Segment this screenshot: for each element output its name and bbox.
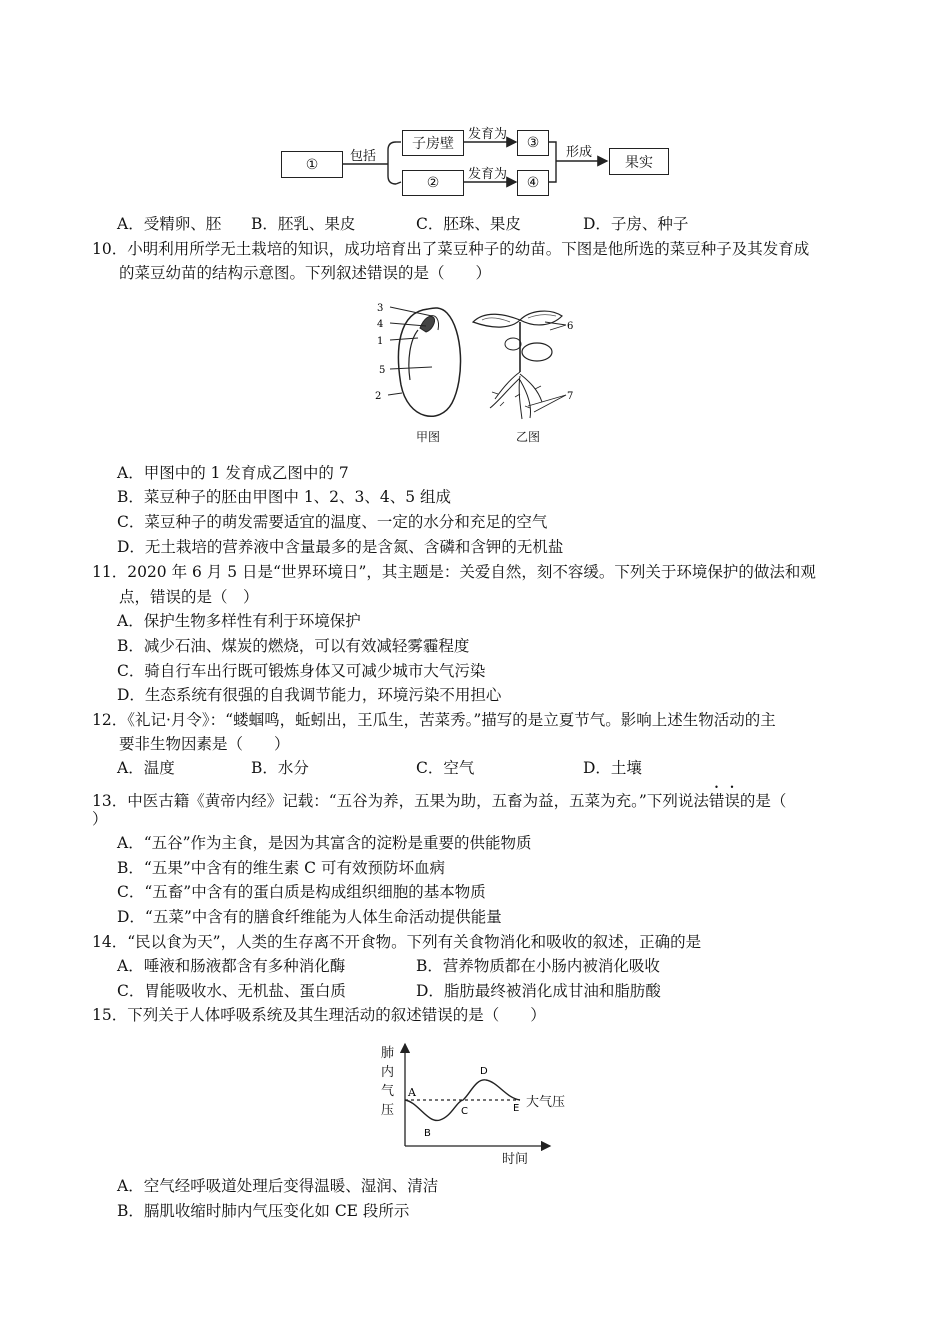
- q11-stem-line2: 点，错误的是（ ）: [119, 588, 259, 606]
- point-a: A: [408, 1086, 416, 1099]
- seed-label-4: 4: [377, 319, 384, 330]
- flow-box-fruit: 果实: [609, 148, 669, 175]
- point-c: C: [461, 1106, 468, 1117]
- caption-yi: 乙图: [516, 430, 541, 444]
- seed-label-2: 2: [375, 391, 382, 402]
- q13-stem-post: 的是（: [739, 792, 787, 810]
- point-d: D: [480, 1066, 488, 1077]
- q11-option-d: D．生态系统有很强的自我调节能力，环境污染不用担心: [117, 686, 502, 704]
- q15-option-b: B．膈肌收缩时肺内气压变化如 CE 段所示: [117, 1202, 410, 1220]
- flow-label-develop-1: 发育为: [468, 127, 508, 142]
- flow-label-include: 包括: [350, 149, 377, 164]
- q13-stem-line2: ）: [92, 810, 108, 828]
- q10-option-b: B．菜豆种子的胚由甲图中 1、2、3、4、5 组成: [117, 488, 452, 506]
- flow-label-develop-2: 发育为: [468, 167, 508, 182]
- flow-box-3: ③: [517, 130, 549, 156]
- q13-option-b: B．“五果”中含有的维生素 C 可有效预防坏血病: [117, 859, 445, 877]
- q9-option-b: B．胚乳、果皮: [251, 215, 356, 233]
- q13-stem-emphasis: 错误: [708, 792, 740, 810]
- point-e: E: [513, 1103, 520, 1114]
- q9-option-c: C．胚珠、果皮: [416, 215, 521, 233]
- q14-option-c: C．胃能吸收水、无机盐、蛋白质: [117, 982, 346, 1000]
- q13-option-d: D．“五菜”中含有的膳食纤维能为人体生命活动提供能量: [117, 908, 502, 926]
- seed-label-3: 3: [377, 303, 384, 314]
- q14-stem: 14．“民以食为天”，人类的生存离不开食物。下列有关食物消化和吸收的叙述，正确的是: [92, 933, 702, 951]
- caption-jia: 甲图: [416, 430, 441, 444]
- q14-option-a: A．唾液和肠液都含有多种消化酶: [117, 957, 346, 975]
- q9-option-a: A．受精卵、胚: [117, 215, 222, 233]
- flow-box-2: ②: [402, 170, 464, 196]
- q15-stem: 15．下列关于人体呼吸系统及其生理活动的叙述错误的是（ ）: [92, 1006, 546, 1024]
- q12-stem-line2: 要非生物因素是（ ）: [119, 735, 290, 753]
- graph-x-label: 时间: [502, 1152, 529, 1167]
- q10-option-c: C．菜豆种子的萌发需要适宜的温度、一定的水分和充足的空气: [117, 513, 548, 531]
- bean-seed-figure: [370, 294, 590, 450]
- q12-stem-line1: 12．《礼记·月令》：“蝼蝈鸣，蚯蚓出，王瓜生，苦菜秀。”描写的是立夏节气。影响上述生物活动的主: [92, 711, 776, 729]
- flow-box-1: ①: [281, 151, 343, 178]
- q11-option-c: C．骑自行车出行既可锻炼身体又可减少城市大气污染: [117, 662, 486, 680]
- graph-ref-label: 大气压: [526, 1095, 566, 1110]
- q13-stem-line1: [92, 783, 786, 812]
- q12-option-a: A．温度: [117, 759, 175, 777]
- q12-option-c: C．空气: [416, 759, 475, 777]
- q13-stem-pre: 13．中医古籍《黄帝内经》记载：“五谷为养，五果为助，五畜为益，五菜为充。”下列说法: [92, 792, 709, 810]
- q11-option-a: A．保护生物多样性有利于环境保护: [117, 612, 361, 630]
- q14-option-d: D．脂肪最终被消化成甘油和脂肪酸: [416, 982, 661, 1000]
- q13-option-c: C．“五畜”中含有的蛋白质是构成组织细胞的基本物质: [117, 883, 486, 901]
- q10-option-d: D．无土栽培的营养液中含量最多的是含氮、含磷和含钾的无机盐: [117, 538, 564, 556]
- seedling-label-6: 6: [567, 321, 574, 332]
- q11-stem-line1: 11．2020 年 6 月 5 日是“世界环境日”，其主题是：关爱自然，刻不容缓。下列关于环境保护的做法和观: [92, 563, 816, 581]
- flow-box-ovary-wall: 子房壁: [402, 130, 464, 156]
- seedling-label-7: 7: [567, 391, 574, 402]
- q10-stem-line1: 10．小明利用所学无土栽培的知识，成功培育出了菜豆种子的幼苗。下图是他所选的菜豆种子及其发育成: [92, 240, 810, 258]
- q12-option-d: D．土壤: [583, 759, 642, 777]
- flow-box-4: ④: [517, 170, 549, 196]
- q11-option-b: B．减少石油、煤炭的燃烧，可以有效减轻雾霾程度: [117, 637, 470, 655]
- q15-option-a: A．空气经呼吸道处理后变得温暖、湿润、清洁: [117, 1177, 439, 1195]
- point-b: B: [424, 1128, 431, 1139]
- seed-label-1: 1: [377, 336, 384, 347]
- flow-arrows: [0, 0, 950, 230]
- q13-option-a: A．“五谷”作为主食，是因为其富含的淀粉是重要的供能物质: [117, 834, 532, 852]
- flow-label-form: 形成: [566, 145, 593, 160]
- q10-stem-line2: 的菜豆幼苗的结构示意图。下列叙述错误的是（ ）: [119, 264, 492, 282]
- q9-option-d: D．子房、种子: [583, 215, 689, 233]
- q12-option-b: B．水分: [251, 759, 309, 777]
- q14-option-b: B．营养物质都在小肠内被消化吸收: [416, 957, 660, 975]
- q10-option-a: A．甲图中的 1 发育成乙图中的 7: [117, 464, 349, 482]
- seed-label-5: 5: [379, 365, 386, 376]
- graph-y-label: 肺 内 气 压: [381, 1046, 395, 1118]
